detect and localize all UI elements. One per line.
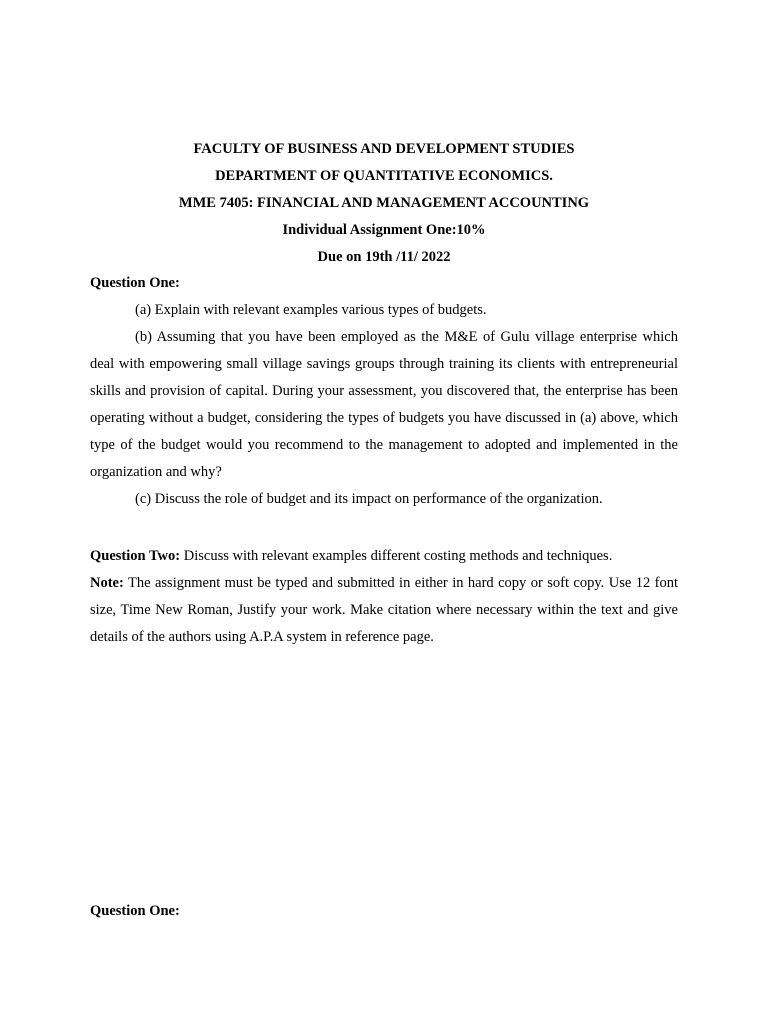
question-two-section <box>90 543 678 651</box>
assignment-title: Individual Assignment One:10% <box>282 222 486 238</box>
course-title: MME 7405: FINANCIAL AND MANAGEMENT ACCOUNTING <box>178 195 590 211</box>
question-one-heading: Question One: <box>90 275 180 291</box>
question-one-section <box>90 270 678 513</box>
note-text: The assignment must be typed and submitted in either in hard copy or soft copy. Use 12 font size, Time New Roman, Justify your work. Make citation where necessary within the text and give details of the authors using A.P.A system in reference page. <box>90 575 678 645</box>
question-one-part-b: (b) Assuming that you have been employed as the M&E of Gulu village enterprise which deal with empowering small village savings groups through training its clients with entrepreneurial skills and provision of capital. During your assessment, you discovered that, the enterprise has been operating without a budget, considering the types of budgets you have discussed in (a) above, which type of the budget would you recommend to the management to adopted and implemented in the organization and why? <box>90 329 678 480</box>
due-date: Due on 19th /11/ 2022 <box>317 249 451 265</box>
question-two-text: Discuss with relevant examples different costing methods and techniques. <box>180 548 613 564</box>
question-two-label: Question Two: <box>90 548 181 564</box>
question-one-part-c: (c) Discuss the role of budget and its impact on performance of the organization. <box>135 491 603 507</box>
note-label: Note: <box>90 575 124 591</box>
footer-section <box>90 898 678 925</box>
question-one-part-a: (a) Explain with relevant examples various types of budgets. <box>135 302 487 318</box>
footer-question-heading: Question One: <box>90 903 180 919</box>
department-title: DEPARTMENT OF QUANTITATIVE ECONOMICS. <box>215 168 553 184</box>
faculty-title: FACULTY OF BUSINESS AND DEVELOPMENT STUDIES <box>193 141 575 157</box>
note-paragraph <box>90 570 678 651</box>
question-two-paragraph <box>90 543 678 570</box>
